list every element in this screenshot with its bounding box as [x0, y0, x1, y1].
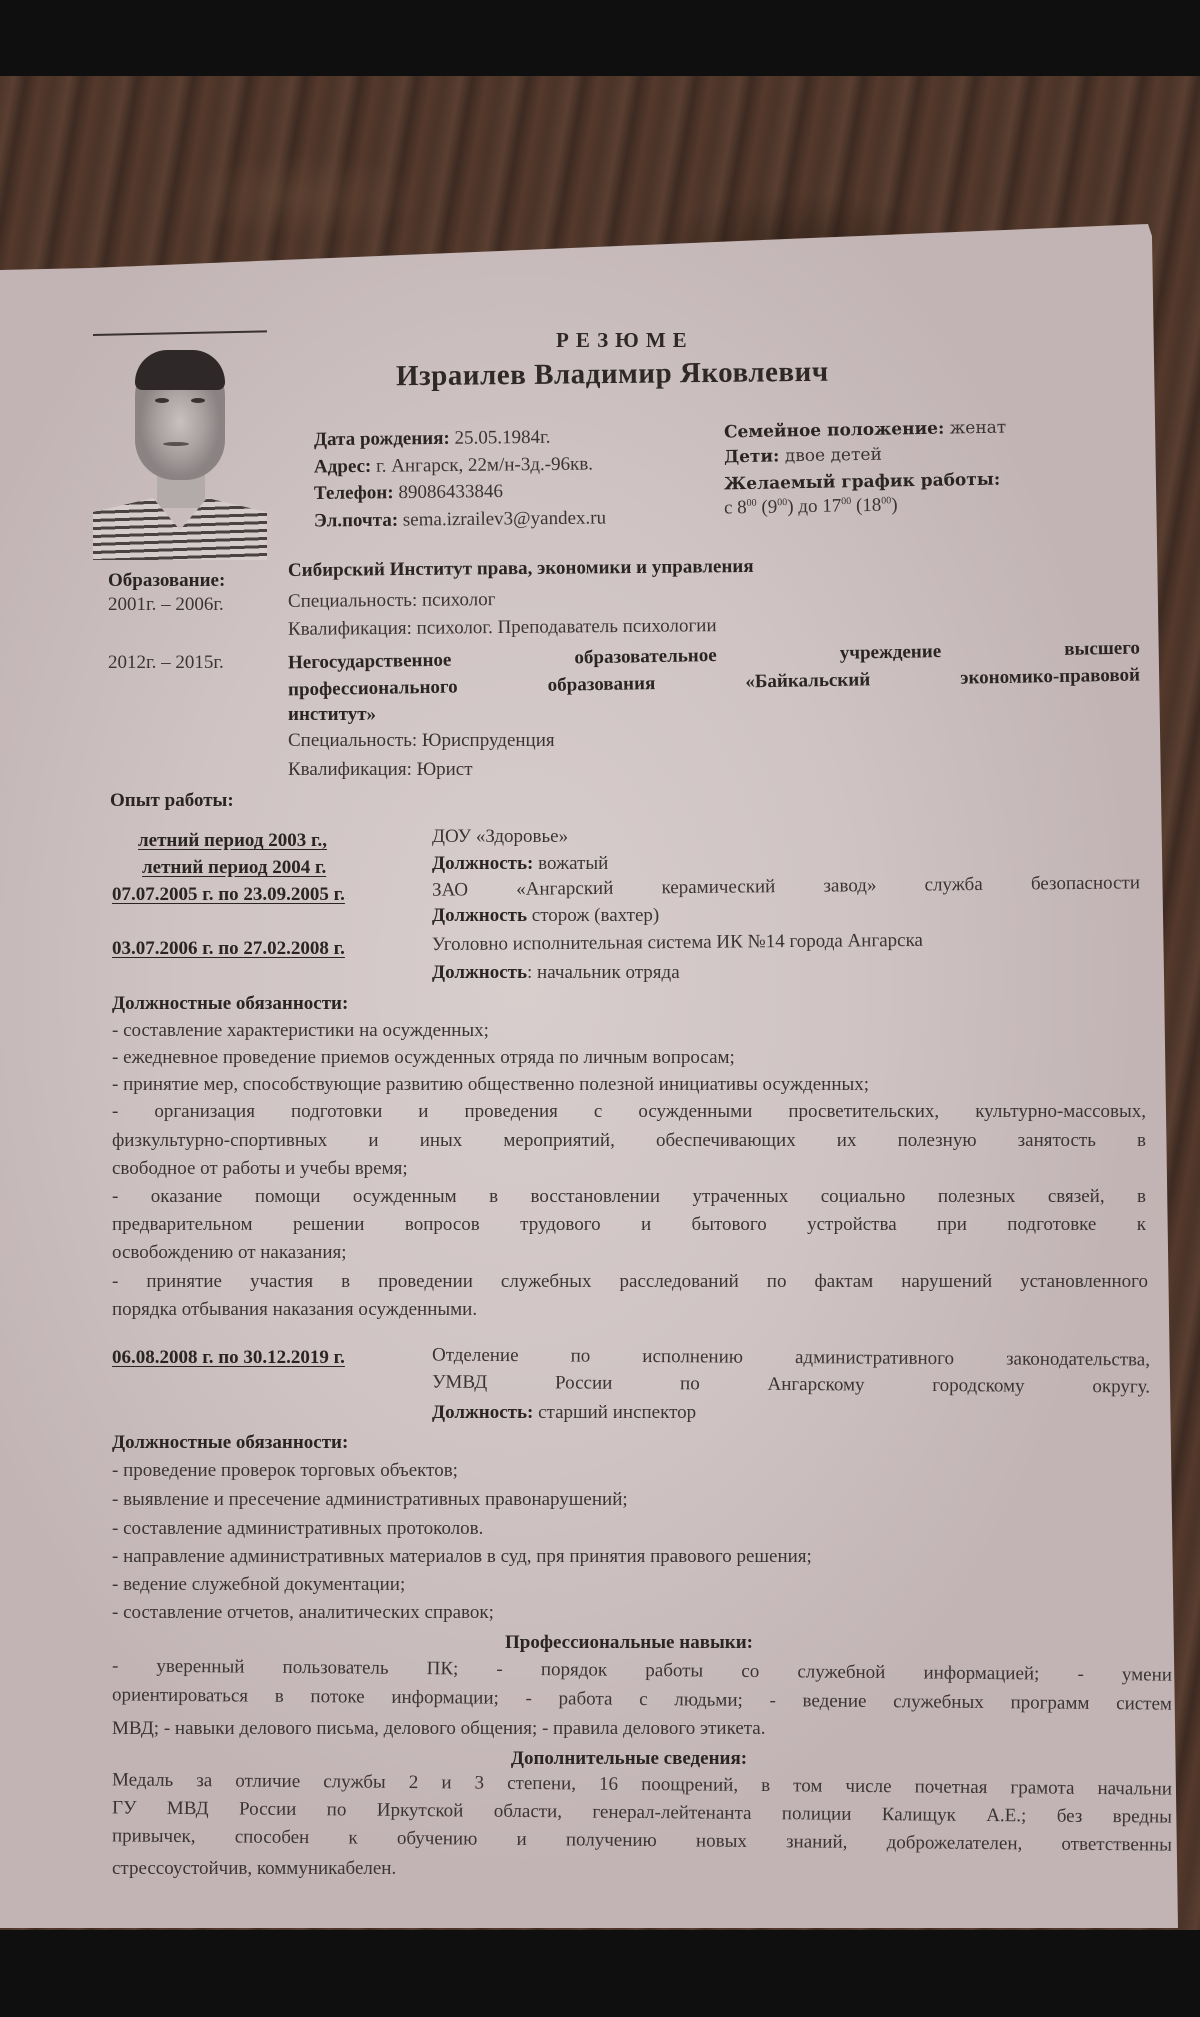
duties-2-line: - выявление и пресечение административных правонарушений;: [112, 1489, 628, 1510]
duties-1-line: физкультурно-спортивных и иных мероприятий, обеспечивающих их полезную занятость в: [112, 1130, 1146, 1151]
education-2-institution-line-3: институт»: [288, 704, 377, 725]
children: Дети: двое детей: [723, 444, 882, 468]
education-2-institution-line-2: профессионального образования «Байкальский экономико-правовой: [287, 664, 1141, 701]
duties-1-line: - принятие мер, способствующие развитию общественно полезной инициативы осужденных;: [112, 1074, 870, 1095]
duties-1-heading: Должностные обязанности:: [112, 993, 349, 1014]
duties-1-line: - составление характеристики на осужденных;: [112, 1020, 489, 1041]
duties-1-line: - организация подготовки и проведения с осужденными просветительских, культурно-массовых,: [112, 1101, 1146, 1122]
duties-1-line: освобождению от наказания;: [112, 1242, 347, 1263]
additional-line: Медаль за отличие службы 2 и 3 степени, 16 поощрений, в том числе почетная грамота начальни: [111, 1769, 1173, 1800]
skills-line: - уверенный пользователь ПК; - порядок работы со служебной информацией; - умени: [111, 1655, 1173, 1686]
job-1-period: летний период 2003 г.,: [138, 830, 327, 851]
birth-date: Дата рождения: 25.05.1984г.: [313, 426, 551, 451]
duties-2-heading: Должностные обязанности:: [112, 1432, 349, 1453]
education-2-period: 2012г. – 2015г.: [108, 652, 224, 673]
education-1-qualification: Квалификация: психолог. Преподаватель психологии: [287, 615, 717, 640]
duties-2-line: - проведение проверок торговых объектов;: [112, 1460, 458, 1481]
document-title: РЕЗЮМЕ: [556, 328, 694, 352]
job-1-org: ДОУ «Здоровье»: [432, 826, 569, 847]
duties-1-line: порядка отбывания наказания осужденными.: [112, 1299, 478, 1320]
education-1-specialty: Специальность: психолог: [287, 589, 496, 612]
education-1-period: 2001г. – 2006г.: [108, 594, 224, 615]
profile-photo: [93, 338, 267, 560]
phone: Телефон: 89086433846: [313, 481, 503, 504]
desired-schedule-value: с $8^{00}$ $(9^{00})$ до $17^{00}$ $(18^{00})$: [723, 494, 898, 519]
job-2-position: Должность: вожатый: [432, 853, 609, 874]
additional-line: привычек, способен к обучению и получению новых знаний, доброжелателен, ответственны: [111, 1825, 1173, 1856]
duties-2-line: - составление административных протоколов.: [112, 1518, 484, 1539]
job-4-period: 03.07.2006 г. по 27.02.2008 г.: [112, 938, 345, 959]
marital-status: Семейное положение: женат: [723, 417, 1007, 443]
additional-heading: Дополнительные сведения:: [510, 1748, 748, 1769]
photo-top-line: [93, 330, 267, 336]
job-5-org-line-2: УМВД России по Ангарскому городскому округу.: [431, 1371, 1151, 1398]
duties-2-line: - ведение служебной документации;: [112, 1574, 406, 1595]
duties-1-line: - принятие участия в проведении служебных расследований по фактам нарушений установленного: [112, 1271, 1148, 1292]
duties-1-line: предварительном решении вопросов трудового и бытового устройства при подготовке к: [112, 1214, 1146, 1235]
address: Адрес: г. Ангарск, 22м/н-3д.-96кв.: [313, 453, 594, 478]
job-3-org: ЗАО «Ангарский керамический завод» служба безопасности: [431, 872, 1141, 901]
candidate-name: Израилев Владимир Яковлевич: [395, 355, 829, 393]
duties-1-line: - оказание помощи осужденным в восстановлении утраченных социально полезных связей, в: [112, 1186, 1146, 1207]
job-2-period: летний период 2004 г.: [142, 857, 327, 878]
skills-line: ориентироваться в потоке информации; - работа с людьми; - ведение служебных программ систем: [111, 1684, 1173, 1715]
education-1-institution: Сибирский Институт права, экономики и управления: [287, 555, 754, 582]
job-4-org: Уголовно исполнительная система ИК №14 города Ангарска: [431, 929, 924, 956]
job-5-period: 06.08.2008 г. по 30.12.2019 г.: [112, 1347, 345, 1368]
education-2-institution-line-1: Негосударственное образовательное учреждение высшего: [287, 637, 1141, 674]
experience-heading: Опыт работы:: [110, 790, 234, 811]
duties-1-line: - ежедневное проведение приемов осужденных отряда по личным вопросам;: [112, 1047, 735, 1068]
skills-line: МВД; - навыки делового письма, делового общения; - правила делового этикета.: [112, 1718, 766, 1739]
job-4-position: Должность: начальник отряда: [432, 962, 680, 983]
skills-heading: Профессиональные навыки:: [504, 1632, 754, 1653]
education-2-qualification: Квалификация: Юрист: [288, 759, 473, 780]
additional-line: стрессоустойчив, коммуникабелен.: [112, 1858, 397, 1879]
job-3-position: Должность сторож (вахтер): [432, 905, 660, 926]
desired-schedule-label: Желаемый график работы:: [723, 469, 1001, 495]
job-5-position: Должность: старший инспектор: [432, 1402, 697, 1423]
duties-2-line: - направление административных материалов в суд, пря принятия правового решения;: [112, 1546, 812, 1567]
email: Эл.почта: sema.izrailev3@yandex.ru: [313, 507, 607, 532]
education-2-specialty: Специальность: Юриспруденция: [288, 730, 555, 751]
duties-2-line: - составление отчетов, аналитических справок;: [112, 1602, 494, 1623]
job-3-period: 07.07.2005 г. по 23.09.2005 г.: [112, 884, 345, 905]
additional-line: ГУ МВД России по Иркутской области, генерал-лейтенанта полиции Калищук А.Е.; без вредны: [111, 1797, 1173, 1828]
duties-1-line: свободное от работы и учебы время;: [112, 1158, 408, 1179]
education-heading: Образование:: [108, 570, 226, 591]
job-5-org-line-1: Отделение по исполнению административного законодательства,: [431, 1344, 1151, 1371]
